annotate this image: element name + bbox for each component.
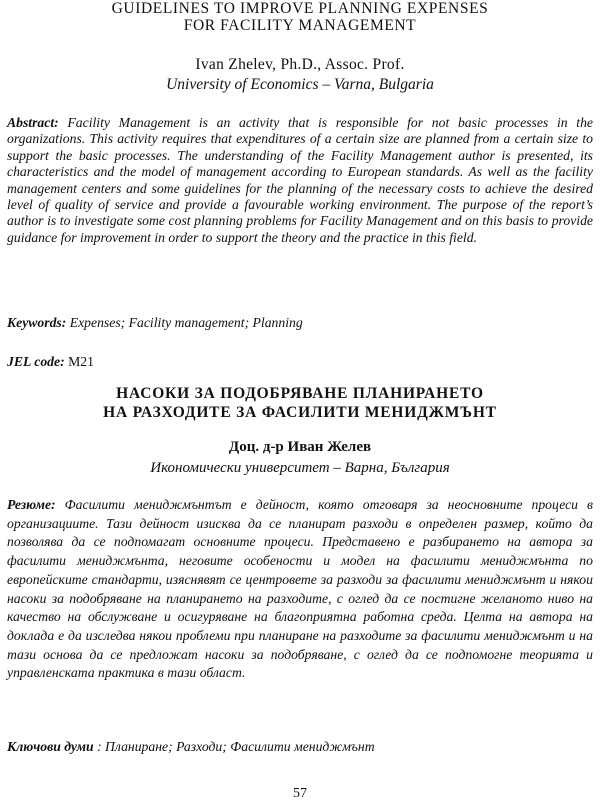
- page-number: 57: [293, 786, 307, 801]
- bulgarian-author: Доц. д-р Иван Желев: [228, 439, 372, 455]
- keywords-label: Keywords:: [7, 315, 67, 330]
- bulgarian-affiliation: Икономически университет – Варна, България: [150, 460, 450, 476]
- jel-code: [7, 354, 593, 370]
- keywords-text: Expenses; Facility management; Planning: [69, 315, 303, 330]
- english-title-line-1: GUIDELINES TO IMPROVE PLANNING EXPENSES: [111, 0, 489, 17]
- english-affiliation: University of Economics – Varna, Bulgaria: [166, 76, 434, 93]
- english-author: Ivan Zhelev, Ph.D., Assoc. Prof.: [195, 56, 405, 73]
- bulgarian-keywords: [7, 739, 593, 755]
- english-abstract: [7, 115, 593, 246]
- bulgarian-abstract: [7, 496, 593, 683]
- jel-label: JEL code:: [7, 354, 65, 369]
- english-title-line-2: FOR FACILITY MANAGEMENT: [183, 17, 417, 34]
- abstract-label: Abstract:: [7, 115, 59, 130]
- rezyume-label: Резюме:: [7, 497, 56, 512]
- abstract-text: Facility Management is an activity that is responsible for not basic processes in the organizations. This activity requires that expenditures of a certain size are planned from a certain size to support the basic processes. The understanding of the Facility Management author is presented, its characteristics and the model of management according to European standards. As well as the facility management centers and some guidelines for the planning of the necessary costs to achieve the desired level of quality of service and provide a favourable working environment. The purpose of the report’s author is to investigate some cost planning problems for Facility Management and on this basis to provide guidance for improvement in order to support the theory and the practice in this field.: [7, 115, 593, 245]
- rezyume-text: Фасилити мениджмънтът е дейност, която отговаря за неосновните процеси в организациите. Тази дейност изисква да се планират разходи в определен размер, който да позволява да се подпомагат основните процеси. Представено е разбирането на автора за фасилити мениджмънта, неговите особености и модел на фасилити мениджмънта по европейските стандарти, изяснявят се центровете за разходи за фасилити мениджмънт и някои насоки за подобряване на планирането на разходите, с оглед да се постигне желаното ниво на качество на обслужване и осигуряване на благоприятна работна среда. Целта на автора на доклада е да изследва някои проблеми при планиране на разходите за фасилити мениджмънт и на тази основа да се предложат насоки за подобряване, с оглед да се подпомогне теорията и управленската практика в тази област.: [7, 497, 593, 681]
- english-keywords: [7, 315, 593, 331]
- jel-text: M21: [68, 354, 94, 369]
- bulgarian-keywords-text: : Планиране; Разходи; Фасилити мениджмънт: [97, 739, 375, 754]
- bulgarian-title-line-1: НАСОКИ ЗА ПОДОБРЯВАНЕ ПЛАНИРАНЕТО: [116, 385, 484, 402]
- bulgarian-keywords-label: Ключови думи: [7, 739, 94, 754]
- bulgarian-title-line-2: НА РАЗХОДИТЕ ЗА ФАСИЛИТИ МЕНИДЖМЪНТ: [103, 404, 497, 421]
